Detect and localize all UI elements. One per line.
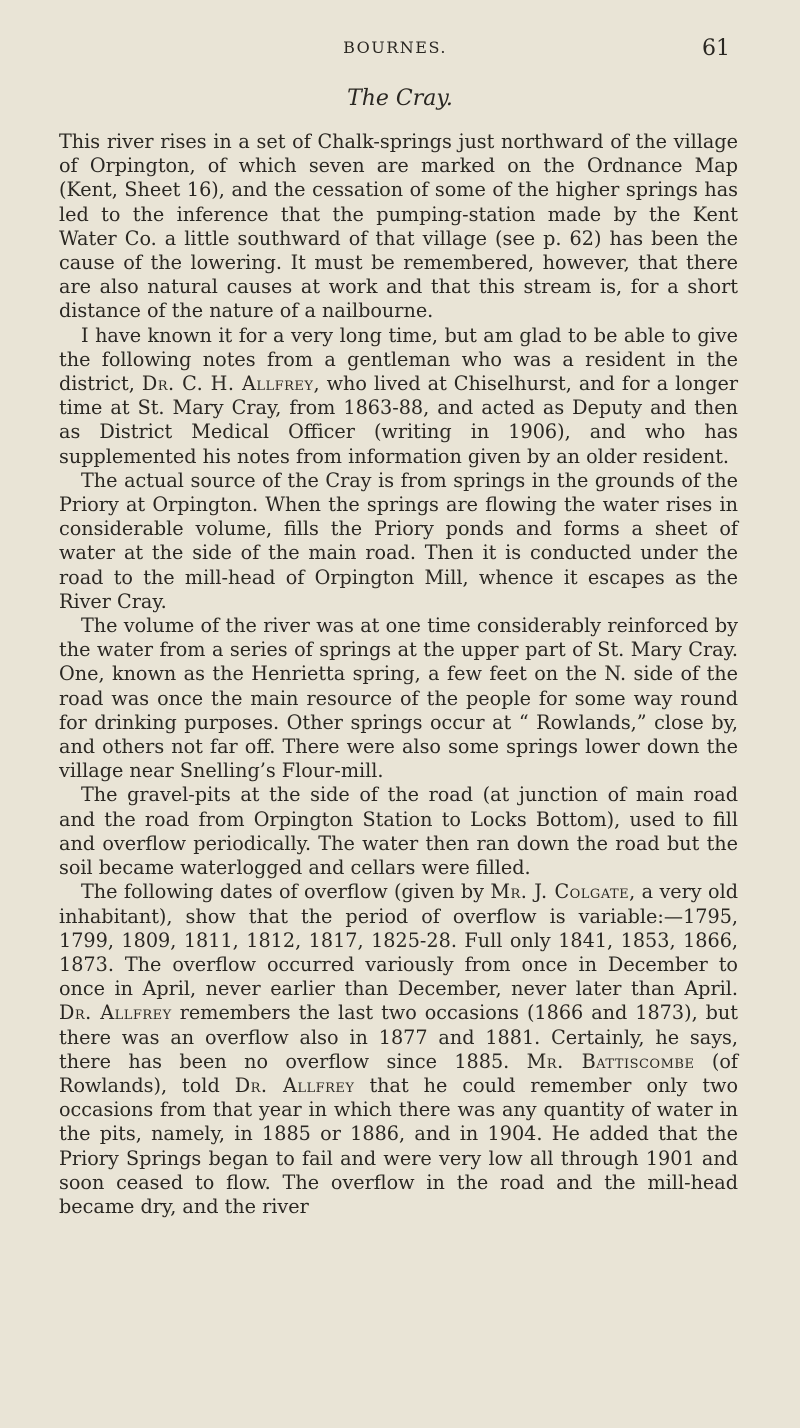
paragraph-text: remembers the last two occasions (1866 and 1873), but there was an overflow also in 1877 and 1881. Certainly, he says, there has been no overflow since 1885. — [59, 1001, 739, 1073]
paragraph-source: The actual source of the Cray is from springs in the grounds of the Priory at Orpington. When the springs are flowing the water rises in considerable volume, fills the Priory ponds and forms a sheet of water at the side of the main road. Then it is conducted under the road to the mill-head of Orpington Mill, whence it escapes as the River Cray. — [59, 468, 738, 613]
paragraph-text: , a very old inhabitant), show that the period of overflow is variable:—1795, 1799, 1809, 1811, 1812, 1817, 1825-28. Full only 1841, 1853, 1866, 1873. The overflow occurred variously from once in December to once in April, never earlier than December, never later than April. — [59, 880, 738, 1001]
body-text — [59, 130, 738, 1219]
paragraph-allfrey-notes — [59, 324, 738, 469]
person-name: Mr. J. Colgate — [490, 880, 630, 904]
paragraph-text: I have known it for a very long time, but am glad to be able to give the following notes from a gentleman who was a resident in the district, — [59, 323, 738, 396]
paragraph-gravel-pits: The gravel-pits at the side of the road (at junction of main road and the road from Orpington Station to Locks Bottom), used to fill and overflow periodically. The water then ran down the road but the soil became waterlogged and cellars were filled. — [59, 783, 738, 880]
person-name: Dr. Allfrey — [59, 1001, 172, 1025]
paragraph-text: (of Rowlands), told — [59, 1049, 738, 1097]
person-name: Mr. Battiscombe — [526, 1049, 695, 1073]
paragraph-text: The following dates of overflow (given by — [81, 880, 491, 904]
paragraph-intro: This river rises in a set of Chalk-springs just northward of the village of Orpington, of which seven are marked on the Ordnance Map (Kent, Sheet 16), and the cessation of some of the higher springs has led to the inference that the pumping-station made by the Kent Water Co. a little southward of that village (see p. 62) has been the cause of the lowering. It must be remembered, however, that there are also natural causes at work and that this stream is, for a short distance of the nature of a nailbourne. — [59, 130, 738, 323]
paragraph-overflow-dates — [59, 880, 738, 1219]
running-title: BOURNES. — [343, 38, 447, 57]
running-head — [60, 38, 730, 64]
person-name: Dr. C. H. Allfrey — [141, 372, 314, 396]
paragraph-text: , who lived at Chiselhurst, and for a longer time at St. Mary Cray, from 1863-88, and acted as Deputy and then as District Medical Officer (writing in 1906), and who has supplemented his notes from information given by an older resident. — [59, 372, 739, 468]
person-name: Dr. Allfrey — [234, 1073, 355, 1097]
paragraph-springs: The volume of the river was at one time considerably reinforced by the water from a series of springs at the upper part of St. Mary Cray. One, known as the Henrietta spring, a few feet on the N. side of the road was once the main resource of the people for some way round for drinking purposes. Other springs occur at “ Rowlands,” close by, and others not far off. There were also some springs lower down the village near Snelling’s Flour-mill. — [59, 614, 738, 783]
paragraph-text: that he could remember only two occasions from that year in which there was any quantity of water in the pits, namely, in 1885 or 1886, and in 1904. He added that the Priory Springs began to fail and were very low all through 1901 and soon ceased to flow. The overflow in the road and the mill-head became dry, and the river — [59, 1073, 739, 1218]
page-number: 61 — [702, 36, 730, 61]
section-title: The Cray. — [347, 86, 453, 111]
